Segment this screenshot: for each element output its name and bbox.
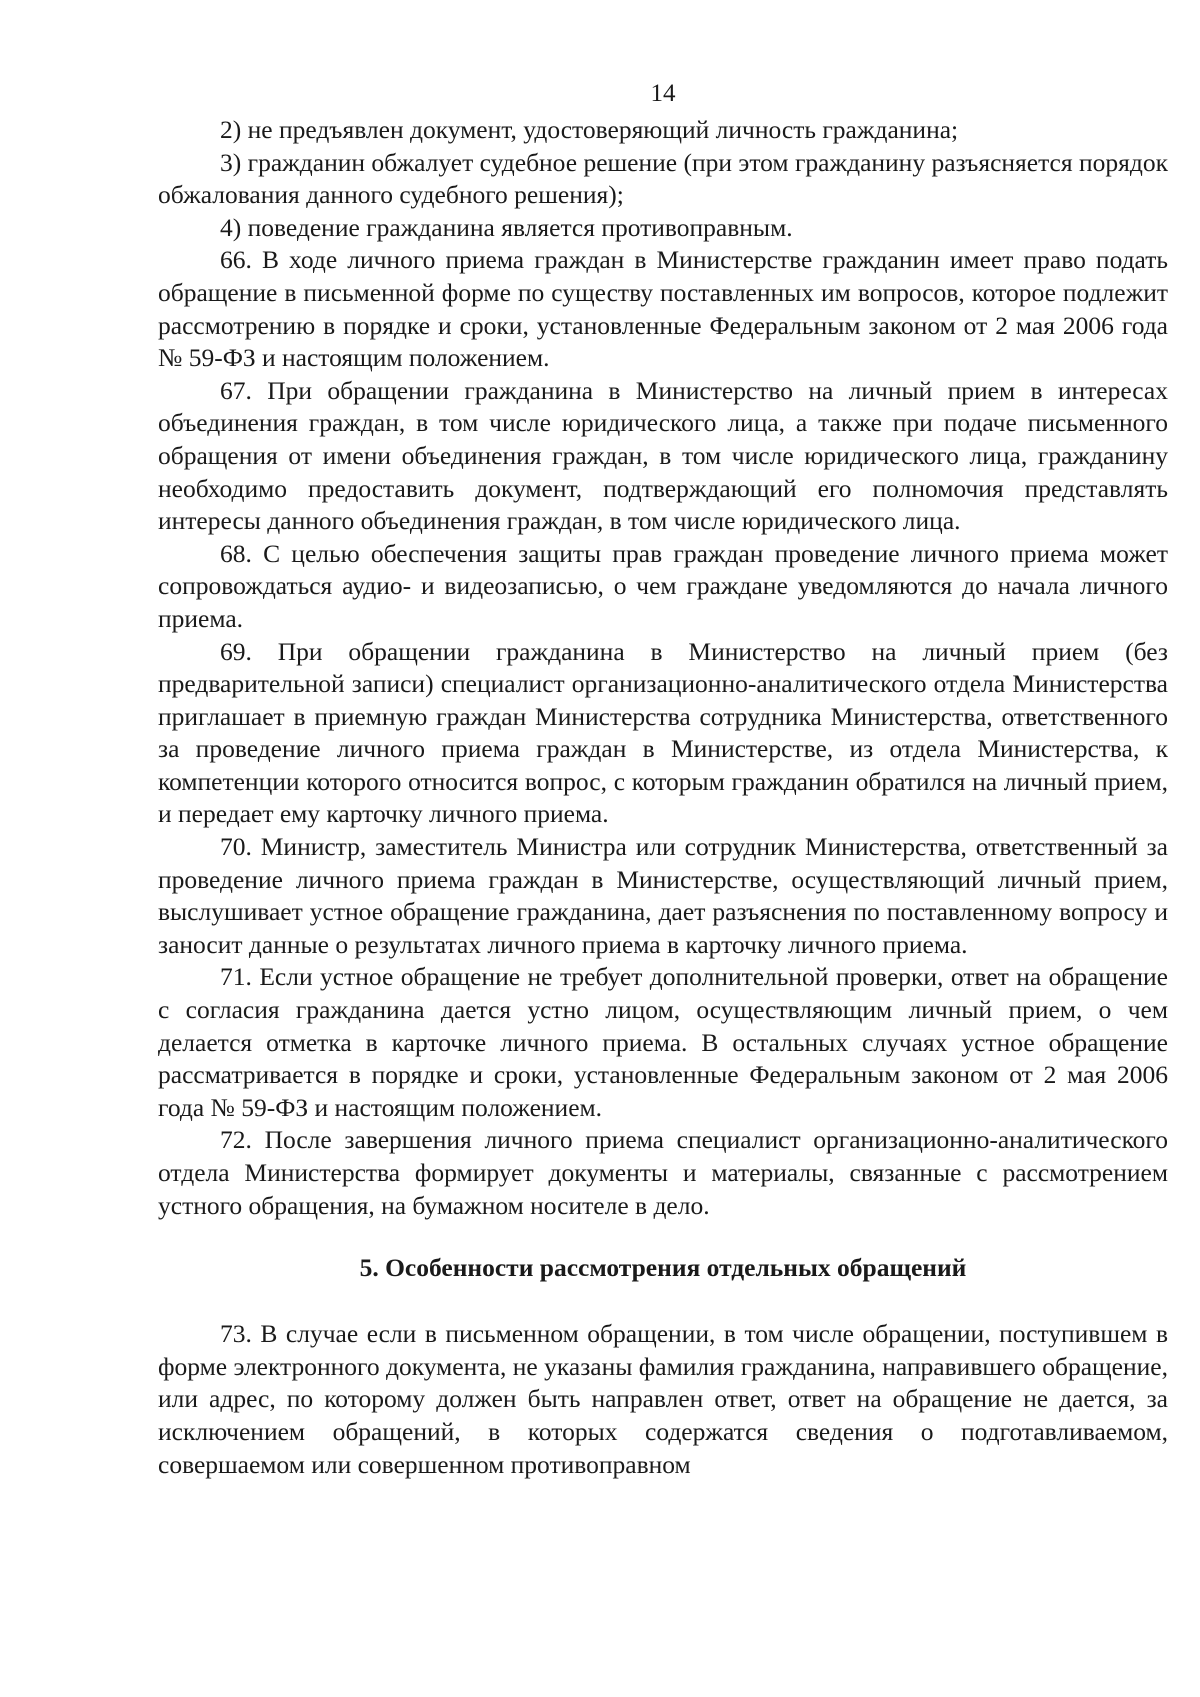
paragraph-67: 67. При обращении гражданина в Министерство на личный прием в интересах объединения граждан, в том числе юридического лица, а также при подаче письменного обращения от имени объединения граждан, в том числе юридического лица, гражданину необходимо предоставить документ, подтверждающий его полномочия представлять интересы данного объединения граждан, в том числе юридического лица.	[158, 375, 1168, 536]
paragraph-70: 70. Министр, заместитель Министра или сотрудник Министерства, ответственный за проведение личного приема граждан в Министерстве, осуществляющий личный прием, выслушивает устное обращение гражданина, дает разъяснения по поставленному вопросу и заносит данные о результатах личного приема в карточку личного приема.	[158, 832, 1168, 959]
paragraph-66: 66. В ходе личного приема граждан в Министерстве гражданин имеет право подать обращение в письменной форме по существу поставленных им вопросов, которое подлежит рассмотрению в порядке и сроки, установленные Федеральным законом от 2 мая 2006 года № 59-ФЗ и настоящим положением.	[158, 245, 1168, 373]
paragraph-71: 71. Если устное обращение не требует дополнительной проверки, ответ на обращение с согласия гражданина дается устно лицом, осуществляющим личный прием, о чем делается отметка в карточке личного приема. В остальных случаях устное обращение рассматривается в порядке и сроки, установленные Федеральным законом от 2 мая 2006 года № 59-ФЗ и настоящим положением.	[158, 962, 1168, 1122]
paragraph-69: 69. При обращении гражданина в Министерство на личный прием (без предварительной записи) специалист организационно-аналитического отдела Министерства приглашает в приемную граждан Министерства сотрудника Министерства, ответственного за проведение личного приема граждан в Министерстве, из отдела Министерства, к компетенции которого относится вопрос, с которым гражданин обратился на личный прием, и передает ему карточку личного приема.	[158, 636, 1168, 829]
paragraph-73: 73. В случае если в письменном обращении, в том числе обращении, поступившем в форме электронного документа, не указаны фамилия гражданина, направившего обращение, или адрес, по которому должен быть направлен ответ, ответ на обращение не дается, за исключением обращений, в которых содержатся сведения о подготавливаемом, совершаемом или совершенном противоправном	[158, 1319, 1168, 1479]
item-3-appeals-court-decision: 3) гражданин обжалует судебное решение (при этом гражданину разъясняется порядок обжалования данного судебного решения);	[158, 147, 1168, 210]
paragraph-72: 72. После завершения личного приема специалист организационно-аналитического отдела Министерства формирует документы и материалы, связанные с рассмотрением устного обращения, на бумажном носителе в дело.	[158, 1125, 1168, 1220]
document-page	[158, 78, 1168, 1481]
item-4-unlawful-behavior: 4) поведение гражданина является противоправным.	[220, 212, 793, 242]
paragraph-68: 68. С целью обеспечения защиты прав граждан проведение личного приема может сопровождаться аудио- и видеозаписью, о чем граждане уведомляются до начала личного приема.	[158, 538, 1168, 633]
item-2-no-id-document: 2) не предъявлен документ, удостоверяющий личность гражданина;	[220, 115, 959, 144]
page-number: 14	[650, 80, 676, 107]
section-heading: 5. Особенности рассмотрения отдельных обращений	[359, 1253, 967, 1283]
